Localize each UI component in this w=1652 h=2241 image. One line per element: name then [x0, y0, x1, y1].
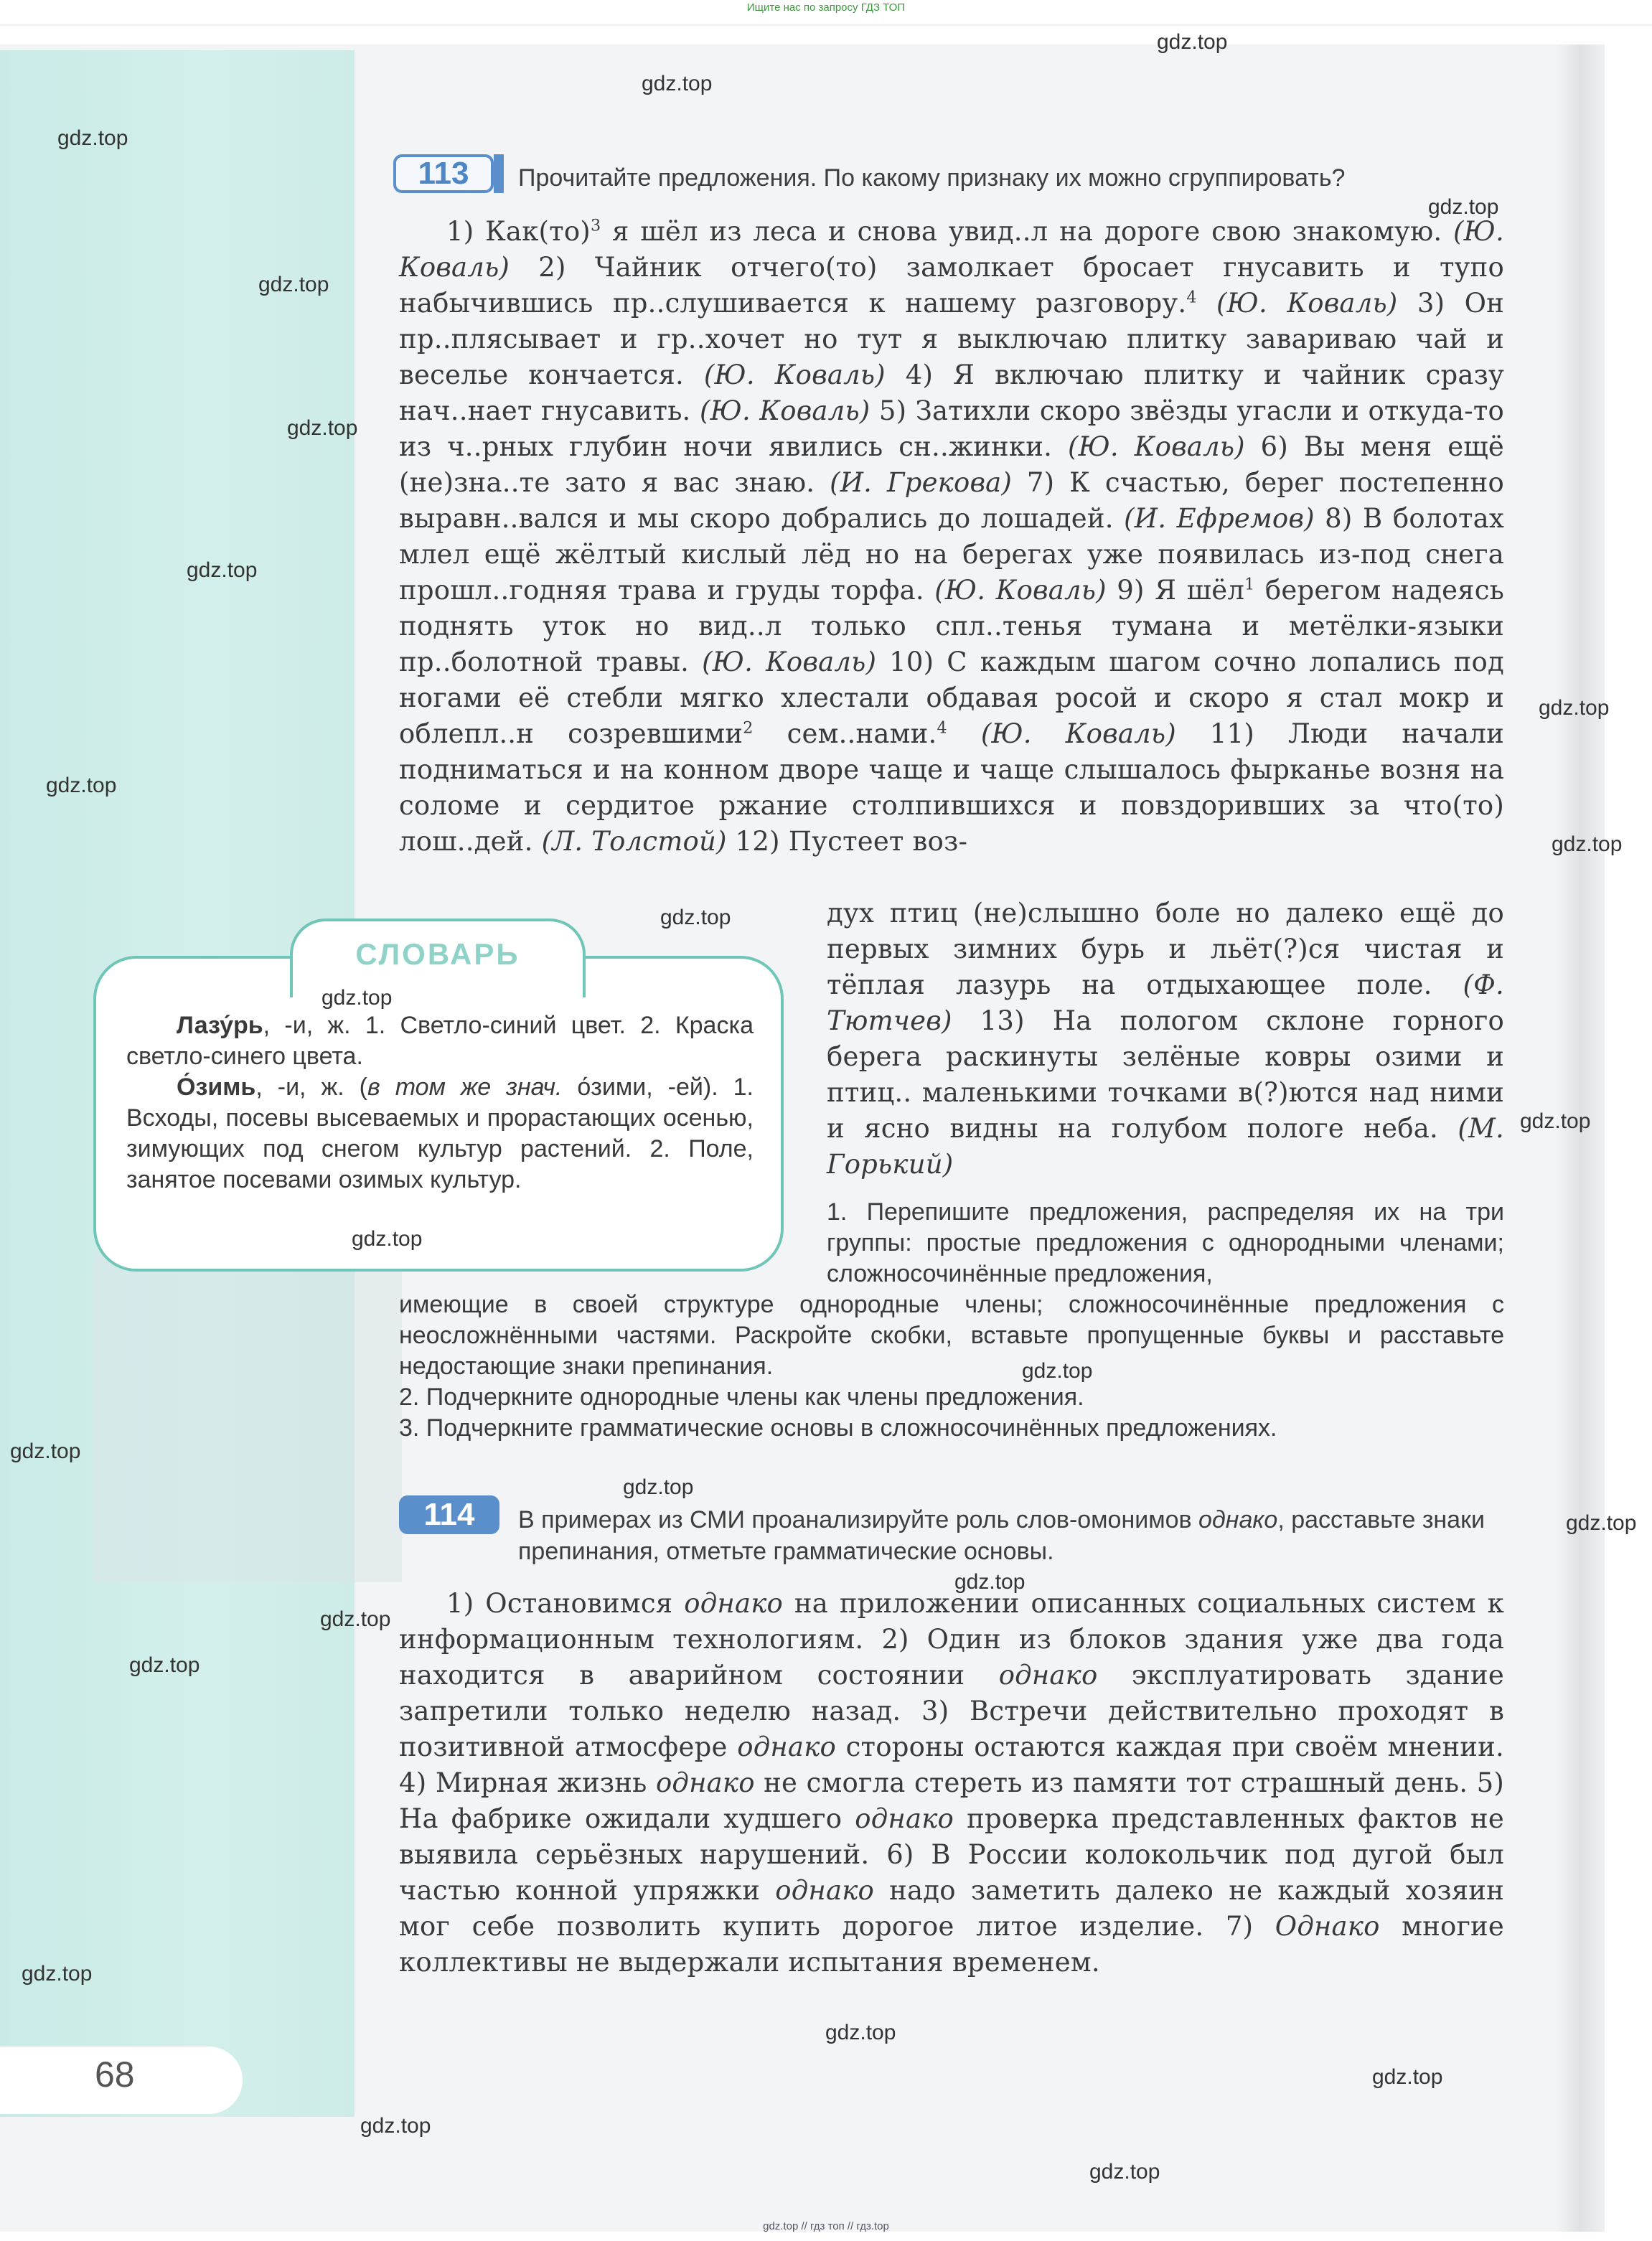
exercise-113-question-2: 2. Подчеркните однородные члены как члены предложения. [399, 1383, 1084, 1411]
watermark: gdz.top [352, 1227, 423, 1251]
entry-def-ozim: о́зими, -ей). 1. Всходы, посевы высеваемых и прорастающих осенью, зимующих под снегом культур растений. 2. Поле, занятое посевами озимых культур. [126, 1073, 754, 1193]
watermark: gdz.top [320, 1607, 391, 1631]
watermark: gdz.top [360, 2114, 431, 2138]
entry-word-lazur: Лазу́рь [177, 1012, 263, 1039]
watermark: gdz.top [623, 1475, 694, 1499]
entry-gram-ozim: , -и, ж. ( [255, 1073, 367, 1101]
watermark: gdz.top [287, 416, 358, 440]
watermark: gdz.top [1089, 2160, 1160, 2184]
watermark: gdz.top [660, 906, 731, 929]
vocabulary-entry-ozim [126, 1072, 754, 1195]
faded-margin-text [93, 1252, 402, 1582]
top-divider [0, 24, 1652, 26]
exercise-114-text: 1) Остановимся однако на приложении описанных социальных систем к информационным технологиям. 2) Один из блоков здания уже два года находится в аварийном состоянии однако эксплуатировать здание запретили только неделю назад. 3) Встречи действительно проходят в позитивной атмосфере однако стороны остаются каждая при своём мнении. 4) Мирная жизнь однако не смогла стереть из памяти тот страшный день. 5) На фабрике ожидали худшего однако проверка представленных фактов не выявила серьёзных нарушений. 6) В России колокольчик под дугой был частью конной упряжки однако надо заметить далеко не каждый хозяин мог себе позволить купить дорогое литое изделие. 7) Однако многие коллективы не выдержали испытания временем. [399, 1588, 1504, 1978]
entry-word-ozim: О́зимь [177, 1073, 256, 1101]
watermark: gdz.top [1566, 1511, 1637, 1535]
watermark: gdz.top [129, 1653, 200, 1677]
vocabulary-title: СЛОВАРЬ [355, 937, 520, 971]
page-fold-shadow [1556, 44, 1605, 2232]
watermark: gdz.top [22, 1962, 93, 1986]
exercise-113-question-1-continued: имеющие в своей структуре однородные члены; сложносочинённые предложения с неосложнёнными частями. Раскройте скобки, вставьте пропущенные буквы и расставьте недостающие знаки препинания. [399, 1291, 1504, 1380]
watermark: gdz.top [1539, 696, 1610, 720]
watermark: gdz.top [1552, 832, 1623, 856]
exercise-113-text-continued: дух птиц (не)слышно боле но далеко ещё до первых зимних бурь и льёт(?)ся чистая и тёплая лазурь на отдыхающее поле. (Ф. Тютчев) 13) На пологом склоне горного берега раскинуты зелёные ковры озими и птиц.. маленькими точками в(?)ются над ними и ясно видны на голубом пологе неба. (М. Горький) [827, 898, 1504, 1180]
top-banner: Ищите нас по запросу ГДЗ ТОП [746, 1, 906, 14]
bottom-banner: gdz.top // гдз топ // гдз.top [763, 2220, 889, 2232]
watermark: gdz.top [1022, 1359, 1093, 1383]
exercise-114-badge [399, 1495, 499, 1534]
entry-note-ozim: в том же знач. [367, 1073, 563, 1101]
watermark: gdz.top [1157, 30, 1228, 54]
watermark: gdz.top [57, 126, 128, 150]
exercise-113-question-1: 1. Перепишите предложения, распределяя их на три группы: простые предложения с однородными членами; сложносочинённые предложения, [827, 1198, 1504, 1287]
watermark: gdz.top [642, 72, 713, 95]
watermark: gdz.top [10, 1439, 81, 1463]
exercise-113-task: Прочитайте предложения. По какому признаку их можно сгруппировать? [518, 164, 1346, 192]
watermark: gdz.top [825, 2021, 896, 2044]
exercise-113-badge [393, 154, 494, 193]
watermark: gdz.top [322, 986, 393, 1010]
watermark: gdz.top [1372, 2065, 1443, 2089]
watermark: gdz.top [954, 1570, 1026, 1594]
entry-def-lazur: , -и, ж. 1. Светло-синий цвет. 2. Краска светло-синего цвета. [126, 1012, 754, 1070]
exercise-114-number: 114 [423, 1497, 475, 1532]
vocabulary-entry-lazur [126, 1010, 754, 1072]
watermark: gdz.top [1520, 1109, 1591, 1133]
watermark: gdz.top [187, 558, 258, 582]
watermark: gdz.top [46, 774, 117, 797]
vocabulary-entries [126, 1010, 754, 1195]
exercise-113-question-3: 3. Подчеркните грамматические основы в сложносочинённых предложениях. [399, 1414, 1277, 1442]
exercise-113-text: 1) Как(то)$^3$ я шёл из леса и снова увид..л на дороге свою знакомую. (Ю. Коваль) 2) Чайник отчего(то) замолкает бросает гнусавить и тупо набычившись пр..слушивается к нашему разговору.$^4$ (Ю. Коваль) 3) Он пр..плясывает и гр..хочет но тут я выключаю плитку завариваю чай и веселье кончается. (Ю. Коваль) 4) Я включаю плитку и чайник сразу нач..нает гнусавить. (Ю. Коваль) 5) Затихли скоро звёзды угасли и откуда-то из ч..рных глубин ночи явились сн..жинки. (Ю. Коваль) 6) Вы меня ещё (не)зна..те зато я вас знаю. (И. Грекова) 7) К счастью, берег постепенно выравн..вался и мы скоро добрались до лошадей. (И. Ефремов) 8) В болотах млел ещё жёлтый кислый лёд но на берегах уже появилась из-под снега прошл..годняя трава и груды торфа. (Ю. Коваль) 9) Я шёл$^1$ берегом надеясь поднять уток но вид..л только спл..тенья тумана и метёлки-языки пр..болотной травы. (Ю. Коваль) 10) С каждым шагом сочно лопались под ногами её стебли мягко хлестали обдавая росой и скоро я стал мокр и облепл..н созревшими$^2$ сем..нами.$^4$ (Ю. Коваль) 11) Люди начали подниматься и на конном дворе чаще и чаще слышалось фырканье возня на соломе и сердитое ржание столпившихся и повздоривших за что(то) лош..дей. (Л. Толстой) 12) Пустеет воз- [399, 216, 1505, 857]
watermark: gdz.top [1428, 195, 1499, 219]
exercise-113-number: 113 [418, 156, 469, 191]
watermark: gdz.top [258, 273, 329, 296]
page-number: 68 [95, 2054, 135, 2095]
exercise-114-task: В примерах из СМИ проанализируйте роль слов-омонимов однако, расставьте знаки препинания, отметьте грамматические основы. [518, 1506, 1485, 1565]
